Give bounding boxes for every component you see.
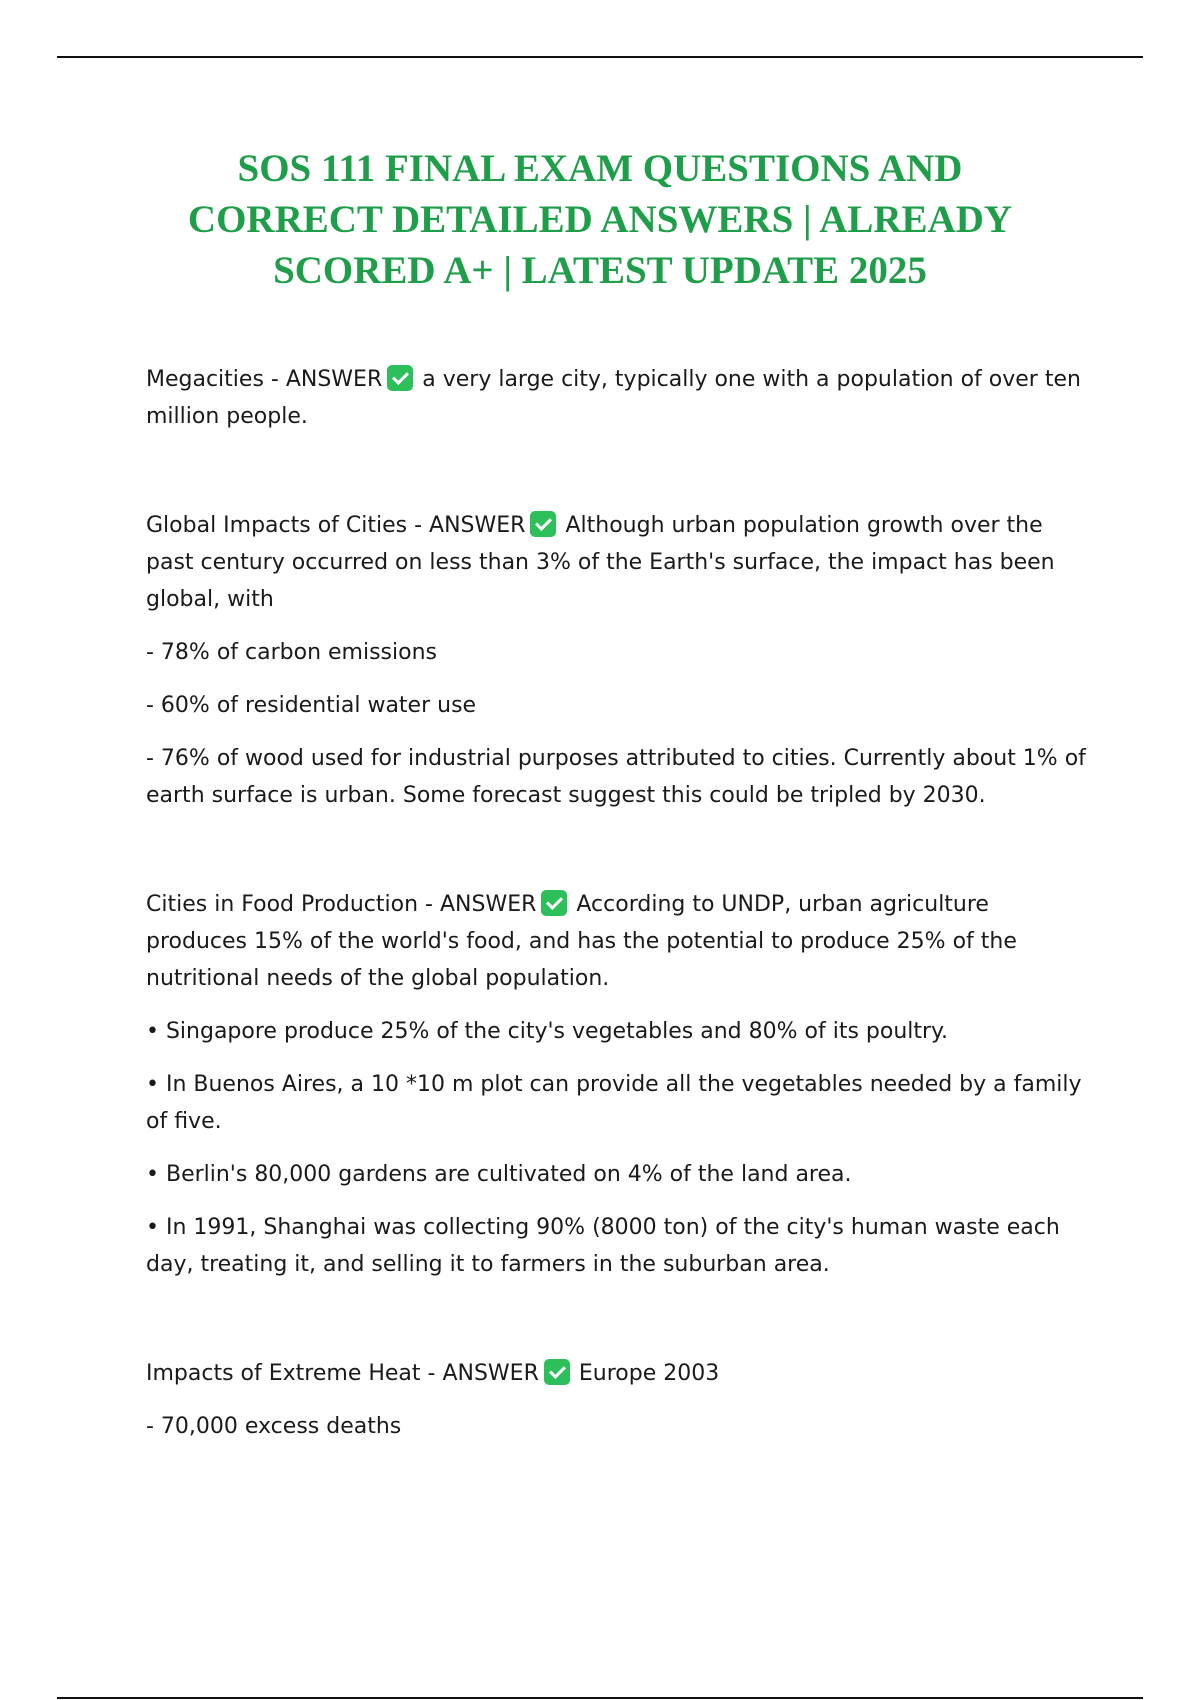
check-icon bbox=[544, 1359, 570, 1385]
check-icon bbox=[541, 890, 567, 916]
qa-detail: • Singapore produce 25% of the city's vegetables and 80% of its poultry. bbox=[146, 1019, 948, 1044]
qa-list bbox=[146, 361, 1096, 1445]
check-icon bbox=[530, 511, 556, 537]
qa-term: Impacts of Extreme Heat - ANSWER bbox=[146, 1361, 539, 1386]
qa-main-line bbox=[146, 361, 1096, 435]
bottom-rule bbox=[57, 1697, 1143, 1699]
title-line: CORRECT DETAILED ANSWERS | ALREADY bbox=[187, 198, 1013, 241]
top-rule bbox=[57, 56, 1143, 58]
qa-detail: - 76% of wood used for industrial purposes attributed to cities. Currently about 1% of earth surface is urban. Some forecast suggest this could be tripled by 2030. bbox=[146, 746, 1086, 808]
qa-item-extreme-heat bbox=[146, 1355, 1096, 1445]
check-icon bbox=[387, 365, 413, 391]
qa-item-megacities bbox=[146, 361, 1096, 435]
qa-main-line bbox=[146, 1355, 1096, 1392]
qa-term: Global Impacts of Cities - ANSWER bbox=[146, 513, 526, 538]
qa-term: Cities in Food Production - ANSWER bbox=[146, 892, 537, 917]
qa-detail: • Berlin's 80,000 gardens are cultivated on 4% of the land area. bbox=[146, 1162, 852, 1187]
title-line: SOS 111 FINAL EXAM QUESTIONS AND bbox=[237, 147, 963, 190]
qa-answer: Although urban population growth over the past century occurred on less than 3% of the Earth's surface, the impact has been global, with bbox=[146, 513, 1055, 612]
qa-detail: - 78% of carbon emissions bbox=[146, 640, 437, 665]
qa-item-global-impacts bbox=[146, 507, 1096, 814]
qa-answer: a very large city, typically one with a population of over ten million people. bbox=[146, 367, 1081, 429]
qa-main-line bbox=[146, 507, 1096, 618]
qa-detail: - 60% of residential water use bbox=[146, 693, 477, 718]
qa-detail: • In 1991, Shanghai was collecting 90% (8000 ton) of the city's human waste each day, treating it, and selling it to farmers in the suburban area. bbox=[146, 1215, 1060, 1277]
qa-item-food-production bbox=[146, 886, 1096, 1283]
qa-detail: - 70,000 excess deaths bbox=[146, 1414, 402, 1439]
qa-term: Megacities - ANSWER bbox=[146, 367, 383, 392]
qa-detail: • In Buenos Aires, a 10 *10 m plot can provide all the vegetables needed by a family of five. bbox=[146, 1072, 1082, 1134]
qa-main-line bbox=[146, 886, 1096, 997]
qa-answer: Europe 2003 bbox=[578, 1361, 720, 1386]
qa-answer: According to UNDP, urban agriculture produces 15% of the world's food, and has the potential to produce 25% of the nutritional needs of the global population. bbox=[146, 892, 1017, 991]
title-line: SCORED A+ | LATEST UPDATE 2025 bbox=[273, 249, 927, 292]
document-title bbox=[150, 143, 1050, 296]
